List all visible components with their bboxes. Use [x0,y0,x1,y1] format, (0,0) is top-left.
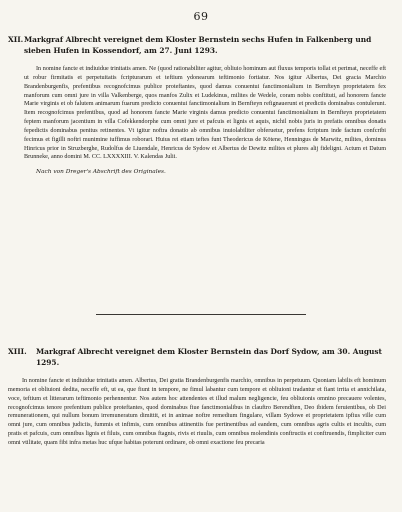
document-xiii [8,346,394,448]
document-number: XIII. [8,347,27,356]
document-xii [8,34,394,176]
section-divider [96,314,306,315]
page-number: 69 [193,10,209,23]
document-body: In nomine fancte et indiuidue trinitatis amen. Ne (quod rationabiliter agitur, obliuio hominum aut fluxus temporis tollat et perimat, neceffe eft ut robur firmitatis et perpetuitatis fcripturarum et teftium ydonearum teftimonio fortiatur. Nos igitur Albertus, Dei gracia Marchio Brandenburgenfis, prefentibus recognofcimus publice proteftantes, quod damus conuentui fanctimonialium in Bernfteyn proprietatem fex manforum cum omni jure in villa Valkenberge, quos manfos Zulix et Ludekinus, milites de Wedele, coram nobis conftituti, ad honorem fancte Marie virginis et ob falutem animarum fuarum predicto conuentui fanctimonialium in Bernfteyn refignauerunt et predictis dominabus contulerunt. Item recognofcimus prefentibus, quod ad honorem fancte Marie virginis damus predicto conuentui fanctimonialium in Bernfteyn proprietatem feptem manforum jacentium in villa Cofekkendorphe cum omni jure et pafcuis et lignis et aquis, nichil nobis juris in prefatis omnibus donatis fepedictis dominabus penitus retinentes. Vt igitur noftra donatio ab omnibus inuiolabiliter obferuetur, prefens fcriptum inde factum confcribi fecimus et figilli noftri munimine iuffimus roborari. Huius rei etiam teftes funt Theodericus de Kötene, Henningus de Marwitz, milites, dominus Hinricus prior in Struzberghe, Rudolfus de Liuendale, Henricus de Sydow et Albertus de Dewitz milites et plures alij fideligni. Actum et Datum Brunneke, anno domini M. CC. LXXXXIII. V. Kalendas Julii. [24,66,386,161]
source-note: Nach von Dreger's Abschrift des Originales. [36,169,166,176]
document-title: Markgraf Albrecht vereignet dem Kloster Bernstein das Dorf Sydow, am 30. August 1295. [36,347,382,367]
document-title: Markgraf Albrecht vereignet dem Kloster Bernstein sechs Hufen in Falkenberg und sieben Hufen in Kossendorf, am 27. Juni 1293. [24,35,372,55]
document-number: XII. [8,35,24,44]
document-body: In nomine fancte et indiuidue trinitatis amen. Albertus, Dei gratia Brandenburgenfis marchio, omnibus in perpetuum. Quoniam labilis eft hominum memoria et obliuioni dedita, neceffe eft, ut ea, que fiunt in tempore, ne fimul labantur cum tempore et obliuioni tradantur et fiant irrita et annichilata, voce, teftium et litterarum teftimonio perhennentur. Nos autem hoc attendentes et illud malum negligencie, feu obliuionis omnino precauere volentes, recognofcimus tenore prefentium publice proteftantes, quod dominabus fiue fanctimonialibus in clauftro Berendften, Deo ibidem feruientibus, ob Dei remunerationem, qui nullum bonum irremuneratum dimittit, et in animae noftre remedium fingulare, villam Sydowe et proprietatem ipfius ville cum omni jure, cum omnibus judiciis, fummis et infimis, cum omnibus attinentiis fue pertinentibus ad eandem, cum omnibus agris cultis et incultis, cum pratis et pafcuis, cum omnibus lignis et filuis, cum omnibus ftagnis, rivis et riuulis, cum omnibus molendinis conftructis et conftruendis, fimpliciter cum omni vtilitate, quam fibi infra metas huc ufque habitas poterunt ordinare, ob omni exactione feu precaria [8,378,386,446]
document-heading [8,34,394,56]
document-heading [8,346,394,368]
